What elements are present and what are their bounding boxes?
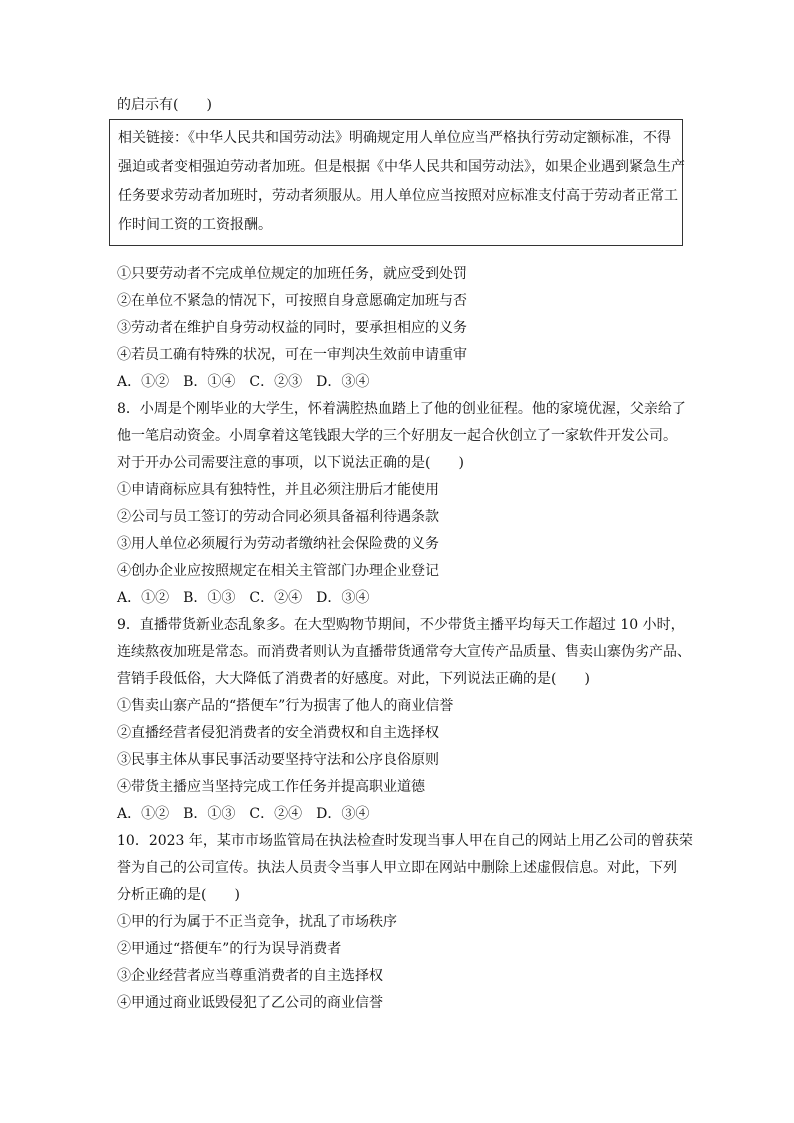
question-7-options xyxy=(117,261,687,396)
option-4: ④甲通过商业诋毁侵犯了乙公司的商业信誉 xyxy=(117,995,383,1011)
option-3: ③民事主体从事民事活动要坚持守法和公序良俗原则 xyxy=(117,752,439,768)
option-3: ③企业经营者应当尊重消费者的自主选择权 xyxy=(117,968,383,984)
option-4: ④带货主播应当坚持完成工作任务并提高职业道德 xyxy=(117,779,425,795)
option-2: ②在单位不紧急的情况下，可按照自身意愿确定加班与否 xyxy=(117,293,467,309)
question-stem-line: 对于开办公司需要注意的事项，以下说法正确的是( ) xyxy=(117,455,464,471)
option-3: ③用人单位必须履行为劳动者缴纳社会保险费的义务 xyxy=(117,536,439,552)
link-text-line: 强迫或者变相强迫劳动者加班。但是根据《中华人民共和国劳动法》，如果企业遇到紧急生产 xyxy=(118,159,685,175)
link-text-line: 任务要求劳动者加班时，劳动者须服从。用人单位应当按照对应标准支付高于劳动者正常工 xyxy=(118,188,678,204)
option-1: ①申请商标应具有独特性，并且必须注册后才能使用 xyxy=(117,482,439,498)
question-stem-line: 他一笔启动资金。小周拿着这笔钱跟大学的三个好朋友一起合伙创立了一家软件开发公司。 xyxy=(117,428,677,444)
question-10 xyxy=(117,828,693,1017)
option-1: ①甲的行为属于不正当竞争，扰乱了市场秩序 xyxy=(117,914,397,930)
question-9 xyxy=(117,612,691,828)
option-2: ②公司与员工签订的劳动合同必须具备福利待遇条款 xyxy=(117,509,439,525)
question-stem-line: 10．2023 年，某市市场监管局在执法检查时发现当事人甲在自己的网站上用乙公司的曾获荣 xyxy=(117,833,693,849)
question-stem-line: 分析正确的是( ) xyxy=(117,887,240,903)
question-stem-line: 8．小周是个刚毕业的大学生，怀着满腔热血踏上了他的创业征程。他的家境优渥，父亲给了 xyxy=(117,401,686,417)
option-4: ④创办企业应按照规定在相关主管部门办理企业登记 xyxy=(117,563,439,579)
question-stem-line: 营销手段低俗，大大降低了消费者的好感度。对此，下列说法正确的是( ) xyxy=(117,671,590,687)
answer-choices: A．①② B．①③ C．②④ D．③④ xyxy=(117,806,370,822)
option-1: ①只要劳动者不完成单位规定的加班任务，就应受到处罚 xyxy=(117,266,467,282)
question-intro: 的启示有( ) xyxy=(117,97,212,113)
option-2: ②甲通过“搭便车”的行为误导消费者 xyxy=(117,941,342,957)
option-2: ②直播经营者侵犯消费者的安全消费权和自主选择权 xyxy=(117,725,439,741)
option-4: ④若员工确有特殊的状况，可在一审判决生效前申请重审 xyxy=(117,347,467,363)
document-content xyxy=(117,92,693,1017)
question-8 xyxy=(117,396,687,612)
answer-choices: A．①② B．①④ C．②③ D．③④ xyxy=(117,374,370,390)
answer-choices: A．①② B．①③ C．②④ D．③④ xyxy=(117,590,370,606)
question-stem-line: 连续熬夜加班是常态。而消费者则认为直播带货通常夸大宣传产品质量、售卖山寨伪劣产品、 xyxy=(117,644,691,660)
option-1: ①售卖山寨产品的“搭便车”行为损害了他人的商业信誉 xyxy=(117,698,454,714)
link-text-line: 相关链接：《中华人民共和国劳动法》明确规定用人单位应当严格执行劳动定额标准，不得 xyxy=(118,130,671,146)
related-link-box xyxy=(109,119,683,246)
question-stem-line: 誉为自己的公司宣传。执法人员责令当事人甲立即在网站中删除上述虚假信息。对此，下列 xyxy=(117,860,677,876)
link-text-line: 作时间工资的工资报酬。 xyxy=(118,217,272,233)
option-3: ③劳动者在维护自身劳动权益的同时，要承担相应的义务 xyxy=(117,320,467,336)
question-stem-line: 9．直播带货新业态乱象多。在大型购物节期间，不少带货主播平均每天工作超过 10 小时， xyxy=(117,617,685,633)
